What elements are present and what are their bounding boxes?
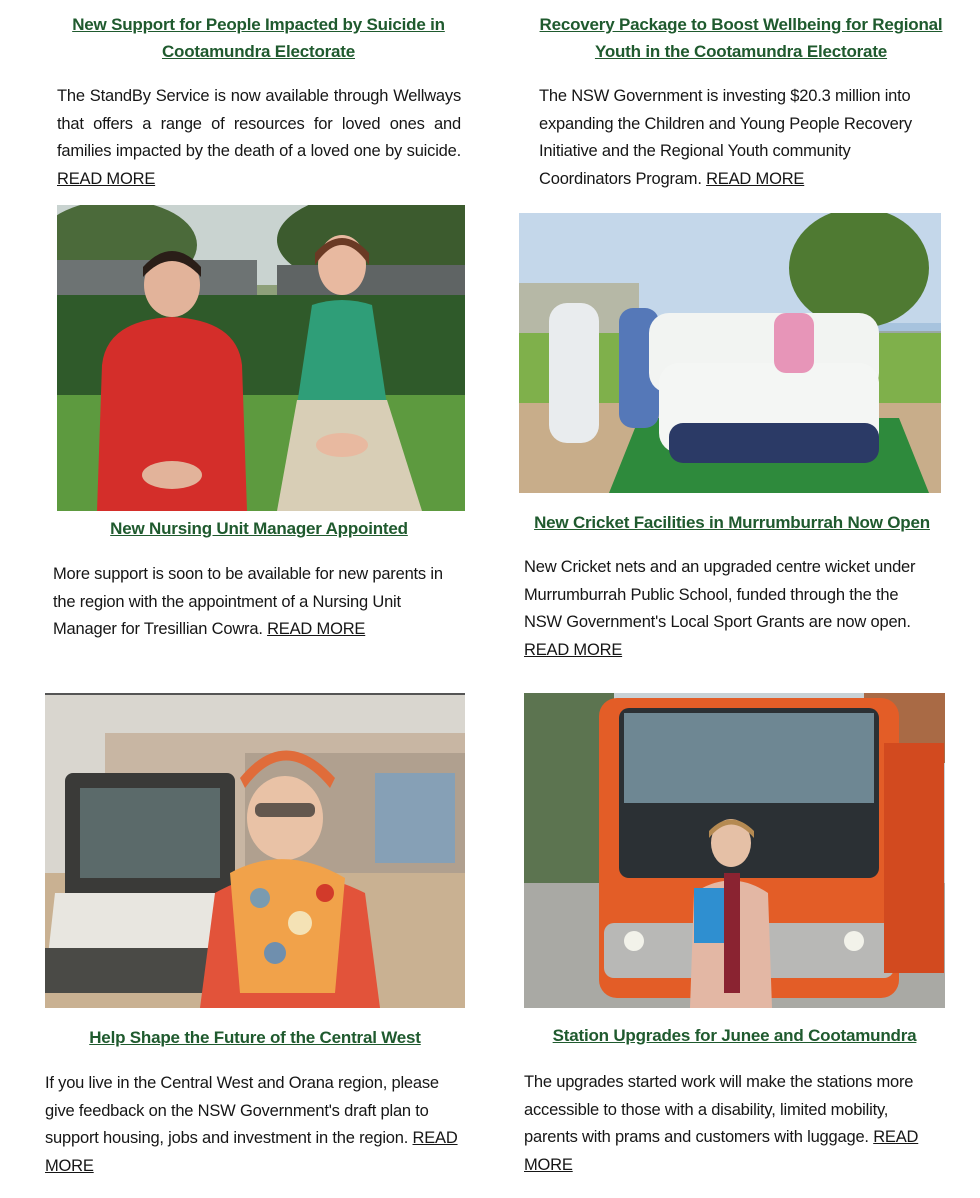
article-body-cricket-facilities (524, 554, 940, 664)
read-more-link-station-upgrades[interactable]: READ MORE (524, 1128, 919, 1174)
read-more-link-cricket-facilities[interactable]: READ MORE (524, 640, 623, 659)
read-more-link-suicide-support[interactable]: READ MORE (57, 169, 156, 188)
article-body-nursing-manager (53, 561, 467, 644)
article-body-central-west (45, 1070, 467, 1180)
article-body-text: If you live in the Central West and Orana region, please give feedback on the NSW Government's draft plan to support housing, jobs and investment in the region. (45, 1074, 439, 1147)
article-title-suicide-support[interactable]: New Support for People Impacted by Suicide in Cootamundra Electorate (72, 15, 445, 61)
read-more-link-nursing-manager[interactable]: READ MORE (267, 620, 366, 638)
read-more-link-central-west[interactable]: READ MORE (45, 1129, 458, 1175)
read-more-link-recovery-package[interactable]: READ MORE (706, 169, 805, 188)
article-title-recovery-package[interactable]: Recovery Package to Boost Wellbeing for Regional Youth in the Cootamundra Electorate (539, 15, 943, 61)
article-body-text: More support is soon to be available for new parents in the region with the appointment of a Nursing Unit Manager for Tresillian Cowra. (53, 565, 443, 638)
article-body-recovery-package (539, 83, 943, 193)
central-west-photo (45, 693, 465, 1008)
article-title-cricket-facilities[interactable]: New Cricket Facilities in Murrumburrah Now Open (534, 513, 930, 532)
article-body-text: The NSW Government is investing $20.3 million into expanding the Children and Young People Recovery Initiative and the Regional Youth community Coordinators Program. (539, 87, 912, 188)
article-body-suicide-support (57, 83, 461, 193)
bus-photo (524, 693, 945, 1008)
article-body-station-upgrades (524, 1069, 934, 1179)
article-body-text: New Cricket nets and an upgraded centre wicket under Murrumburrah Public School, funded through the the NSW Government's Local Sport Grants are now open. (524, 558, 916, 631)
article-body-text: The StandBy Service is now available through Wellways that offers a range of resources for loved ones and families impacted by the death of a loved one by suicide. (57, 87, 461, 160)
article-body-text: The upgrades started work will make the stations more accessible to those with a disability, limited mobility, parents with prams and customers with luggage. (524, 1073, 914, 1146)
article-title-nursing-manager[interactable]: New Nursing Unit Manager Appointed (110, 519, 408, 538)
cricket-team-photo (519, 213, 941, 493)
article-title-central-west[interactable]: Help Shape the Future of the Central West (89, 1028, 421, 1047)
nursing-manager-photo (57, 205, 465, 511)
article-title-station-upgrades[interactable]: Station Upgrades for Junee and Cootamundra (552, 1026, 917, 1045)
